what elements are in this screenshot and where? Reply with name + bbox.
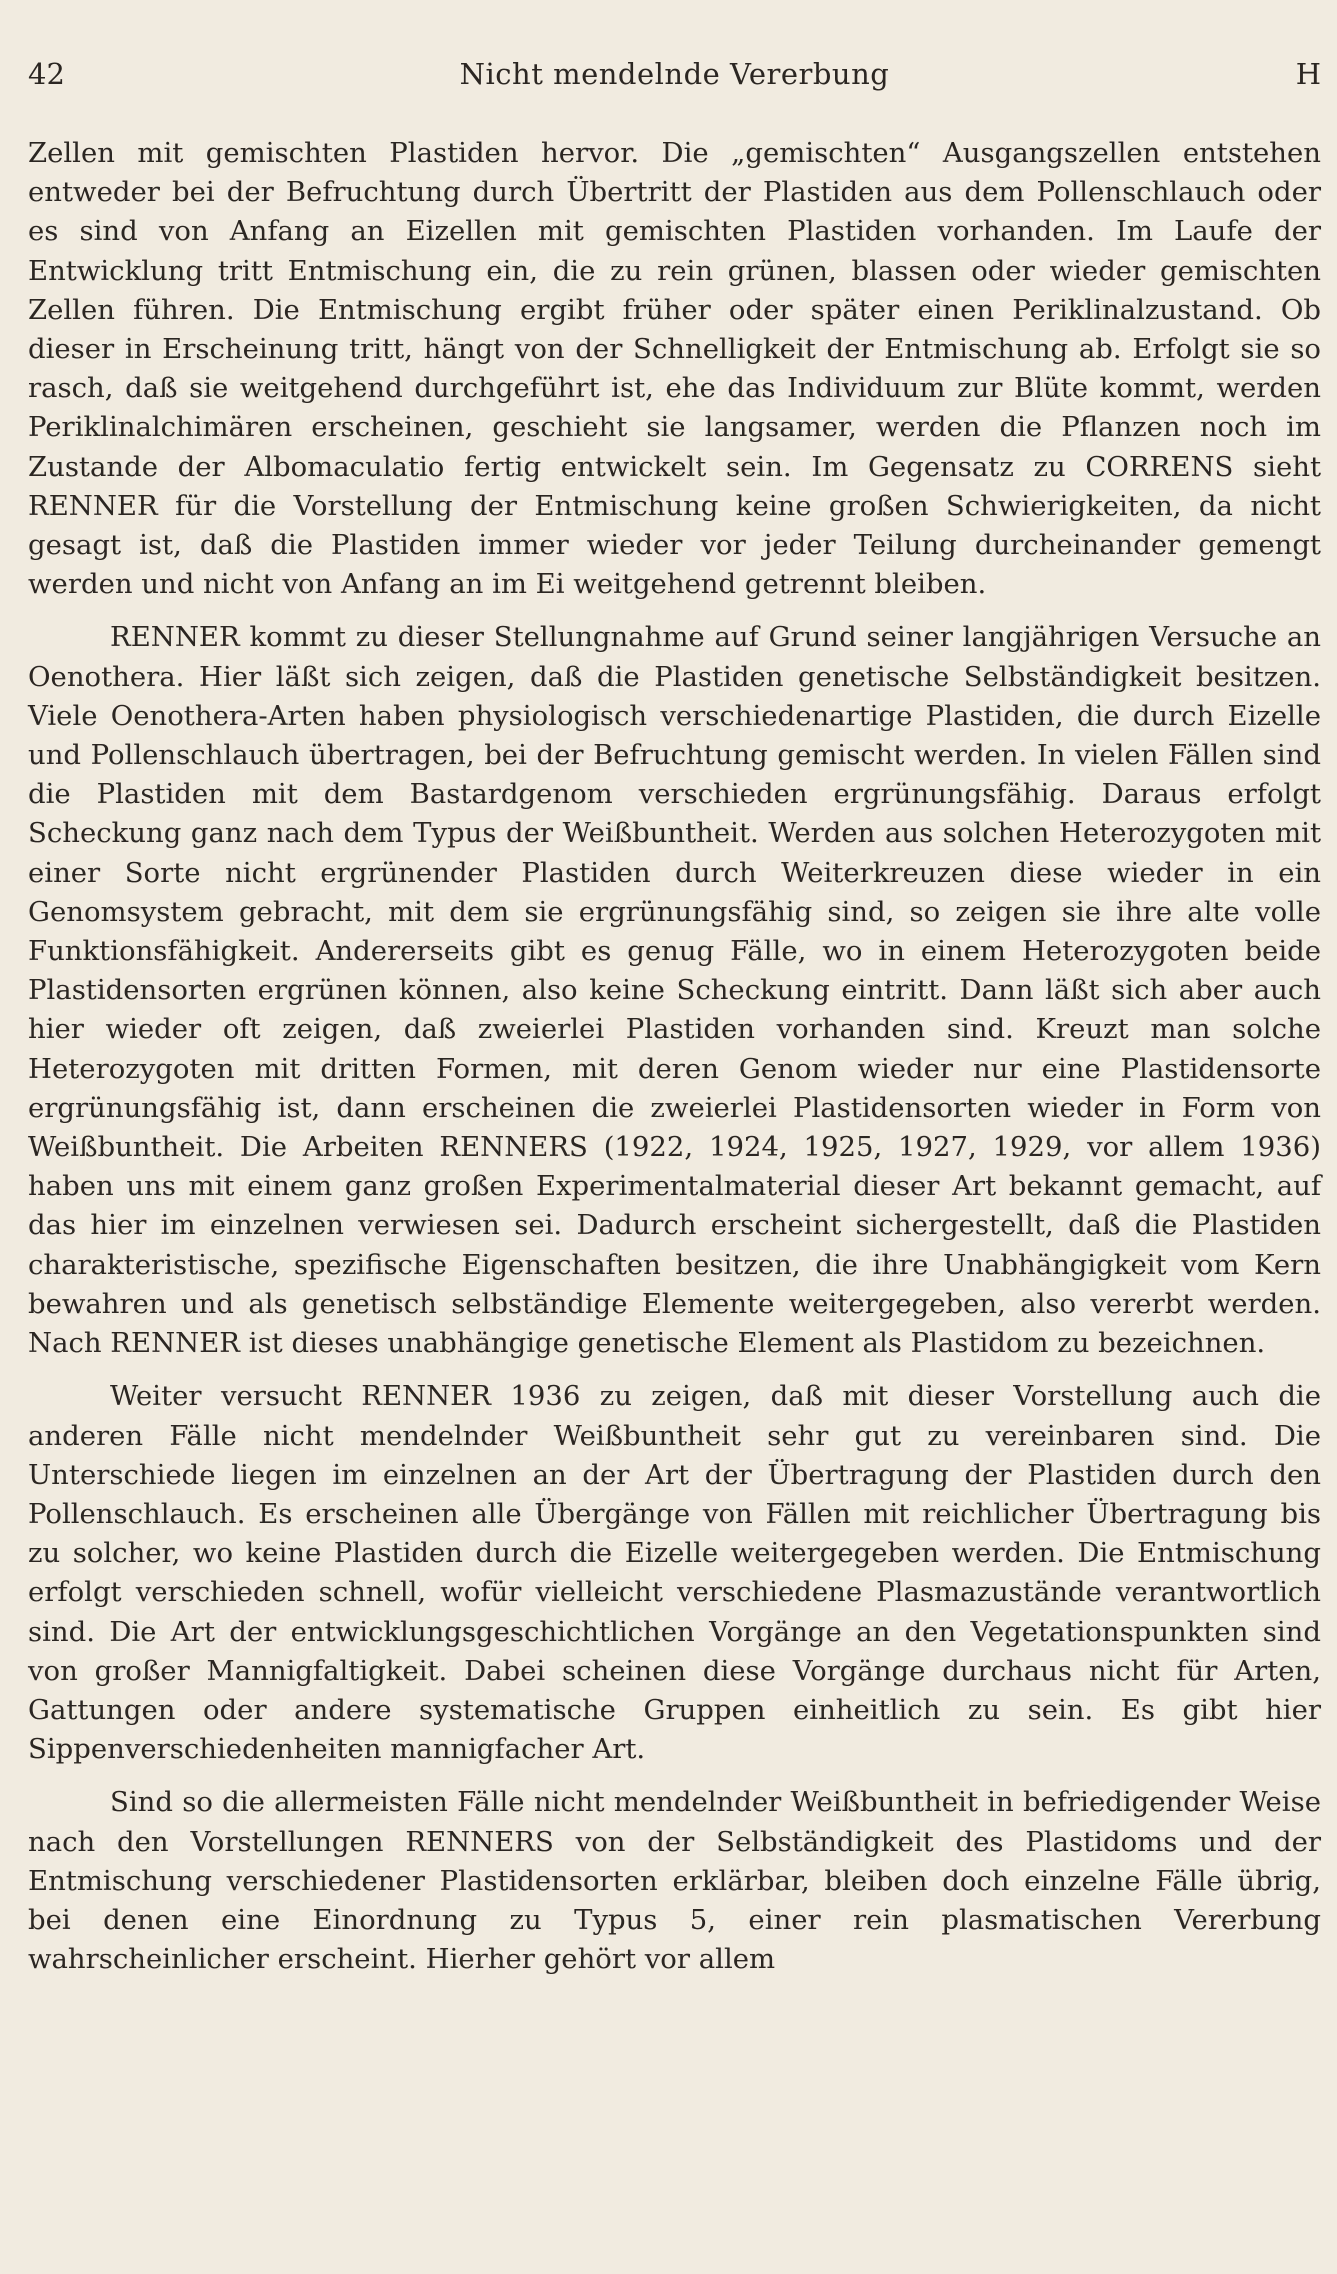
body-text: [28, 134, 1321, 1979]
paragraph: RENNER kommt zu dieser Stellungnahme auf Grund seiner langjährigen Versuche an Oenothera. Hier läßt sich zeigen, daß die Plastiden genetische Selbständigkeit besitzen. Viele Oenothera-Arten haben physiologisch verschiedenartige Plastiden, die durch Eizelle und Pollenschlauch übertragen, bei der Befruchtung gemischt werden. In vielen Fällen sind die Plastiden mit dem Bastardgenom verschieden ergrünungsfähig. Daraus erfolgt Scheckung ganz nach dem Typus der Weißbuntheit. Werden aus solchen Heterozygoten mit einer Sorte nicht ergrünender Plastiden durch Weiterkreuzen diese wieder in ein Genomsystem gebracht, mit dem sie ergrünungsfähig sind, so zeigen sie ihre alte volle Funktionsfähigkeit. Andererseits gibt es genug Fälle, wo in einem Heterozygoten beide Plastidensorten ergrünen können, also keine Scheckung eintritt. Dann läßt sich aber auch hier wieder oft zeigen, daß zweierlei Plastiden vorhanden sind. Kreuzt man solche Heterozygoten mit dritten Formen, mit deren Genom wieder nur eine Plastidensorte ergrünungsfähig ist, dann erscheinen die zweierlei Plastidensorten wieder in Form von Weißbuntheit. Die Arbeiten RENNERS (1922, 1924, 1925, 1927, 1929, vor allem 1936) haben uns mit einem ganz großen Experimentalmaterial dieser Art bekannt gemacht, auf das hier im einzelnen verwiesen sei. Dadurch erscheint sichergestellt, daß die Plastiden charakteristische, spezifische Eigenschaften besitzen, die ihre Unabhängigkeit vom Kern bewahren und als genetisch selbständige Elemente weitergegeben, also vererbt werden. Nach RENNER ist dieses unabhängige genetische Element als Plastidom zu bezeichnen.: [28, 621, 1321, 1360]
page-header: [28, 48, 1321, 100]
page-number: 42: [28, 57, 65, 91]
section-letter: H: [1295, 57, 1321, 91]
paragraph: Zellen mit gemischten Plastiden hervor. Die „gemischten“ Ausgangszellen entstehen entweder bei der Befruchtung durch Übertritt der Plastiden aus dem Pollenschlauch oder es sind von Anfang an Eizellen mit gemischten Plastiden vorhanden. Im Laufe der Entwicklung tritt Entmischung ein, die zu rein grünen, blassen oder wieder gemischten Zellen führen. Die Entmischung ergibt früher oder später einen Periklinalzustand. Ob dieser in Erscheinung tritt, hängt von der Schnelligkeit der Entmischung ab. Erfolgt sie so rasch, daß sie weitgehend durchgeführt ist, ehe das Individuum zur Blüte kommt, werden Periklinalchimären erscheinen, geschieht sie langsamer, werden die Pflanzen noch im Zustande der Albomaculatio fertig entwickelt sein. Im Gegensatz zu CORRENS sieht RENNER für die Vorstellung der Entmischung keine großen Schwierigkeiten, da nicht gesagt ist, daß die Plastiden immer wieder vor jeder Teilung durcheinander gemengt werden und nicht von Anfang an im Ei weitgehend getrennt bleiben.: [28, 137, 1321, 601]
paragraph: Weiter versucht RENNER 1936 zu zeigen, daß mit dieser Vorstellung auch die anderen Fälle nicht mendelnder Weißbuntheit sehr gut zu vereinbaren sind. Die Unterschiede liegen im einzelnen an der Art der Übertragung der Plastiden durch den Pollenschlauch. Es erscheinen alle Übergänge von Fällen mit reichlicher Übertragung bis zu solcher, wo keine Plastiden durch die Eizelle weitergegeben werden. Die Entmischung erfolgt verschieden schnell, wofür vielleicht verschiedene Plasmazustände verantwortlich sind. Die Art der entwicklungsgeschichtlichen Vorgänge an den Vegetationspunkten sind von großer Mannigfaltigkeit. Dabei scheinen diese Vorgänge durchaus nicht für Arten, Gattungen oder andere systematische Gruppen einheitlich zu sein. Es gibt hier Sippenverschiedenheiten mannigfacher Art.: [28, 1380, 1321, 1766]
paragraph: Sind so die allermeisten Fälle nicht mendelnder Weißbuntheit in befriedigender Weise nach den Vorstellungen RENNERS von der Selbständigkeit des Plastidoms und der Entmischung verschiedener Plastidensorten erklärbar, bleiben doch einzelne Fälle übrig, bei denen eine Einordnung zu Typus 5, einer rein plasmatischen Vererbung wahrscheinlicher erscheint. Hierher gehört vor allem: [28, 1786, 1321, 1976]
running-title: Nicht mendelnde Vererbung: [459, 57, 890, 91]
